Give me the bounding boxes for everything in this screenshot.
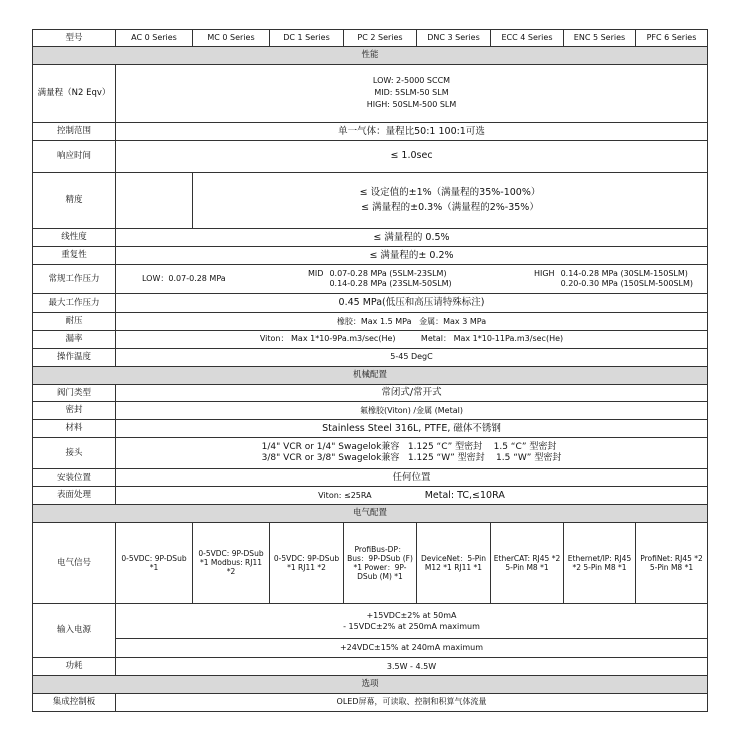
pressure-low: LOW：0.07-0.28 MPa [142,274,226,284]
section-performance: 性能 [33,46,708,64]
signal-pc2: ProfiBus-DP：Bus：9P-DSub (F) *1 Power：9P-DSub (M) *1 [344,522,417,603]
fitting-label: 接头 [33,438,116,469]
leak-rate-label: 漏率 [33,331,116,349]
signal-ecc4: EtherCAT: RJ45 *2 5-Pin M8 *1 [491,522,564,603]
row-surface [33,487,708,505]
row-accuracy [33,172,708,229]
fitting-line-1: 1/4" VCR or 1/4" Swagelok兼容 1.125 “C” 型密封 1.5 “C” 型密封 [261,442,557,452]
pressure-high-line-2: 0.20-0.30 MPa (150SLM-500SLM) [560,279,693,289]
series-ecc4: ECC 4 Series [491,30,564,47]
board-value: OLED屏幕，可读取、控制和积算气体流量 [116,693,708,711]
spec-table [32,29,708,712]
accuracy-value [193,172,708,229]
surface-viton: Viton: ≤25RA [318,490,372,500]
leak-rate-value: Viton： Max 1*10-9Pa.m3/sec(He) Metal： Max 1*10-11Pa.m3/sec(He) [116,331,708,349]
power-line-1: +15VDC±2% at 50mA [366,610,457,620]
linearity-value: ≤ 满量程的 0.5% [116,229,708,247]
signal-ac0: 0-5VDC: 9P-DSub *1 [116,522,193,603]
power-value-b: +24VDC±15% at 240mA maximum [116,639,708,658]
operating-temp-value: 5-45 DegC [116,348,708,366]
model-label: 型号 [33,30,116,47]
section-mechanical: 机械配置 [33,366,708,384]
row-power-a [33,603,708,639]
row-signal [33,522,708,603]
power-label: 输入电源 [33,603,116,658]
surface-label: 表面处理 [33,487,116,505]
control-range-label: 控制范围 [33,123,116,141]
section-electrical: 电气配置 [33,505,708,523]
control-range-value: 单一气体：量程比50:1 100:1可选 [116,123,708,141]
max-pressure-label: 最大工作压力 [33,294,116,313]
operating-temp-label: 操作温度 [33,348,116,366]
full-scale-mid: MID: 5SLM-50 SLM [374,88,449,98]
consumption-label: 功耗 [33,658,116,676]
full-scale-label: 满量程（N2 Eqv） [33,64,116,123]
accuracy-line-2: ≤ 满量程的±0.3%（满量程的2%-35%） [361,201,539,213]
row-fitting [33,438,708,469]
repeatability-value: ≤ 满量程的± 0.2% [116,247,708,265]
power-value-a [116,603,708,639]
series-enc5: ENC 5 Series [564,30,636,47]
pressure-high-label: HIGH [533,269,555,279]
board-label: 集成控制板 [33,693,116,711]
signal-dc1: 0-5VDC: 9P-DSub *1 RJ11 *2 [270,522,344,603]
working-pressure-label: 常规工作压力 [33,264,116,293]
pressure-high-line-1: 0.14-0.28 MPa (30SLM-150SLM) [560,269,688,279]
proof-pressure-label: 耐压 [33,313,116,331]
series-pfc6: PFC 6 Series [636,30,708,47]
pressure-mid-line-2: 0.14-0.28 MPa (23SLM-50SLM) [329,279,452,289]
signal-pfc6: ProfiNet: RJ45 *2 5-Pin M8 *1 [636,522,708,603]
signal-enc5: Ethernet/IP: RJ45 *2 5-Pin M8 *1 [564,522,636,603]
response-time-label: 响应时间 [33,141,116,172]
valve-type-label: 阀门类型 [33,384,116,402]
max-pressure-value: 0.45 MPa(低压和高压请特殊标注) [116,294,708,313]
signal-label: 电气信号 [33,522,116,603]
signal-dnc3: DeviceNet：5-Pin M12 *1 RJ11 *1 [417,522,491,603]
power-line-2: - 15VDC±2% at 250mA maximum [343,621,480,631]
full-scale-low: LOW: 2-5000 SCCM [372,76,451,86]
row-full-scale [33,64,708,123]
repeatability-label: 重复性 [33,247,116,265]
mounting-value: 任何位置 [116,469,708,487]
accuracy-label: 精度 [33,172,116,229]
fitting-value [116,438,708,469]
material-value: Stainless Steel 316L, PTFE, 磁体不锈钢 [116,420,708,438]
mounting-label: 安装位置 [33,469,116,487]
consumption-value: 3.5W - 4.5W [116,658,708,676]
working-pressure-value [116,264,708,293]
linearity-label: 线性度 [33,229,116,247]
series-ac0: AC 0 Series [116,30,193,47]
signal-mc0: 0-5VDC: 9P-DSub *1 Modbus: RJ11 *2 [193,522,270,603]
material-label: 材料 [33,420,116,438]
full-scale-high: HIGH: 50SLM-500 SLM [366,100,457,110]
header-row [33,30,708,47]
series-pc2: PC 2 Series [344,30,417,47]
proof-pressure-value: 橡胶：Max 1.5 MPa 金属：Max 3 MPa [116,313,708,331]
series-dc1: DC 1 Series [270,30,344,47]
accuracy-line-1: ≤ 设定值的±1%（满量程的35%-100%） [359,187,541,199]
surface-value [116,487,708,505]
section-options: 选项 [33,676,708,694]
seal-value: 氟橡胶(Viton) /金属 (Metal) [116,402,708,420]
series-mc0: MC 0 Series [193,30,270,47]
pressure-mid-label: MID [308,269,324,279]
row-working-pressure [33,264,708,293]
pressure-mid-line-1: 0.07-0.28 MPa (5SLM-23SLM) [329,269,447,279]
series-dnc3: DNC 3 Series [417,30,491,47]
response-time-value: ≤ 1.0sec [116,141,708,172]
valve-type-value: 常闭式/常开式 [116,384,708,402]
seal-label: 密封 [33,402,116,420]
fitting-line-2: 3/8" VCR or 3/8" Swagelok兼容 1.125 “W” 型密封 1.5 “W” 型密封 [261,453,562,464]
surface-metal: Metal: TC,≤10RA [424,489,505,501]
full-scale-value [116,64,708,123]
